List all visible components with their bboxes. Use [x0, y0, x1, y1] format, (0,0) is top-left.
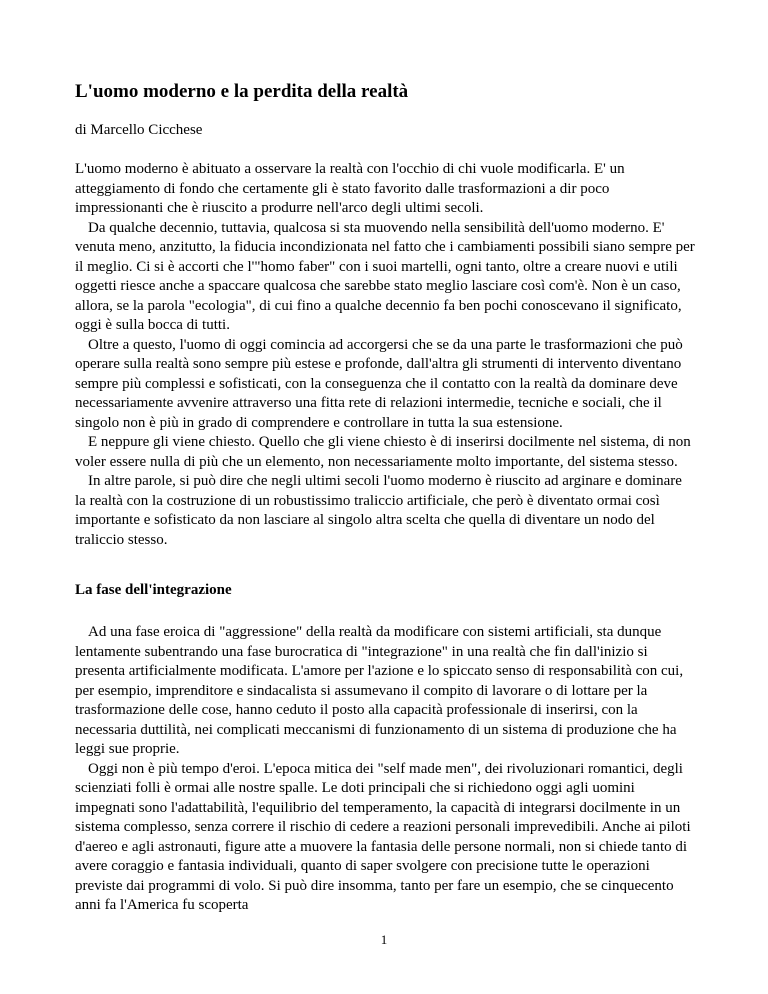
section-text: [75, 623, 695, 916]
paragraph: Da qualche decennio, tuttavia, qualcosa si sta muovendo nella sensibilità dell'uomo moderno. E' venuta meno, anzitutto, la fiducia incondizionata nel fatto che i cambiamenti possibili siano sempre per il meglio. Ci si è accorti che l'"homo faber" con i suoi martelli, ogni tanto, oltre a creare nuovi e utili oggetti riesce anche a spaccare qualcosa che sarebbe stato meglio lasciare così com'è. Non è un caso, allora, se la parola "ecologia", di cui fino a qualche decennio fa ben pochi conoscevano il significato, oggi è sulla bocca di tutti.: [75, 219, 695, 333]
paragraph: Ad una fase eroica di "aggressione" della realtà da modificare con sistemi artificiali, sta dunque lentamente subentrando una fase burocratica di "integrazione" in una realtà che fin dall'inizio si presenta artificialmente modificata. L'amore per l'azione e lo spiccato senso di responsabilità con cui, per esempio, imprenditore e sindacalista si assumevano il compito di lavorare o di lottare per la trasformazione delle cose, hanno ceduto il posto alla capacità professionale di inserirsi, con la necessaria duttilità, nei complicati meccanismi di funzionamento di un sistema di produzione che ha leggi sue proprie.: [75, 624, 684, 757]
paragraph: Oltre a questo, l'uomo di oggi comincia ad accorgersi che se da una parte le trasformazioni che può operare sulla realtà sono sempre più estese e profonde, dall'altra gli strumenti di intervento diventano sempre più complessi e sofisticati, con la conseguenza che il contatto con la realtà da dominare deve necessariamente avvenire attraverso una fitta rete di relazioni intermedie, tecniche e sociali, che il singolo non è più in grado di comprendere e controllare in tutta la sua estensione.: [75, 336, 683, 431]
page-number: 1: [380, 932, 388, 947]
paragraph: E neppure gli viene chiesto. Quello che gli viene chiesto è di inserirsi docilmente nel sistema, di non voler essere nulla di più che un elemento, non necessariamente molto importante, del sistema stesso.: [75, 434, 691, 470]
document-title: L'uomo moderno e la perdita della realtà: [75, 81, 409, 102]
section-heading: La fase dell'integrazione: [75, 582, 232, 598]
paragraph: L'uomo moderno è abituato a osservare la realtà con l'occhio di chi vuole modificarla. E' un atteggiamento di fondo che certamente gli è stato favorito dalle trasformazioni a dir poco impressionanti che è riuscito a produrre nell'arco degli ultimi secoli.: [75, 161, 625, 216]
author-line: di Marcello Cicchese: [75, 122, 203, 138]
intro-text: [75, 160, 695, 550]
paragraph: In altre parole, si può dire che negli ultimi secoli l'uomo moderno è riuscito ad arginare e dominare la realtà con la costruzione di un robustissimo traliccio artificiale, che però è diventato ormai così importante e sofisticato da non lasciare al singolo altra scelta che quella di diventare un nodo del traliccio stesso.: [75, 473, 682, 548]
paragraph: Oggi non è più tempo d'eroi. L'epoca mitica dei "self made men", dei rivoluzionari romantici, degli scienziati folli è ormai alle nostre spalle. Le doti principali che si richiedono oggi agli uomini impegnati sono l'adattabilità, l'equilibrio del temperamento, la capacità di integrarsi docilmente in un sistema complesso, senza correre il rischio di cedere a reazioni personali imprevedibili. Anche ai piloti d'aereo e agli astronauti, figure atte a muovere la fantasia delle persone normali, non si chiede tanto di avere coraggio e fantasia individuali, quanto di saper svolgere con precisione tutte le operazioni previste dai programmi di volo. Si può dire insomma, tanto per fare un esempio, che se cinquecento anni fa l'America fu scoperta: [75, 760, 691, 913]
